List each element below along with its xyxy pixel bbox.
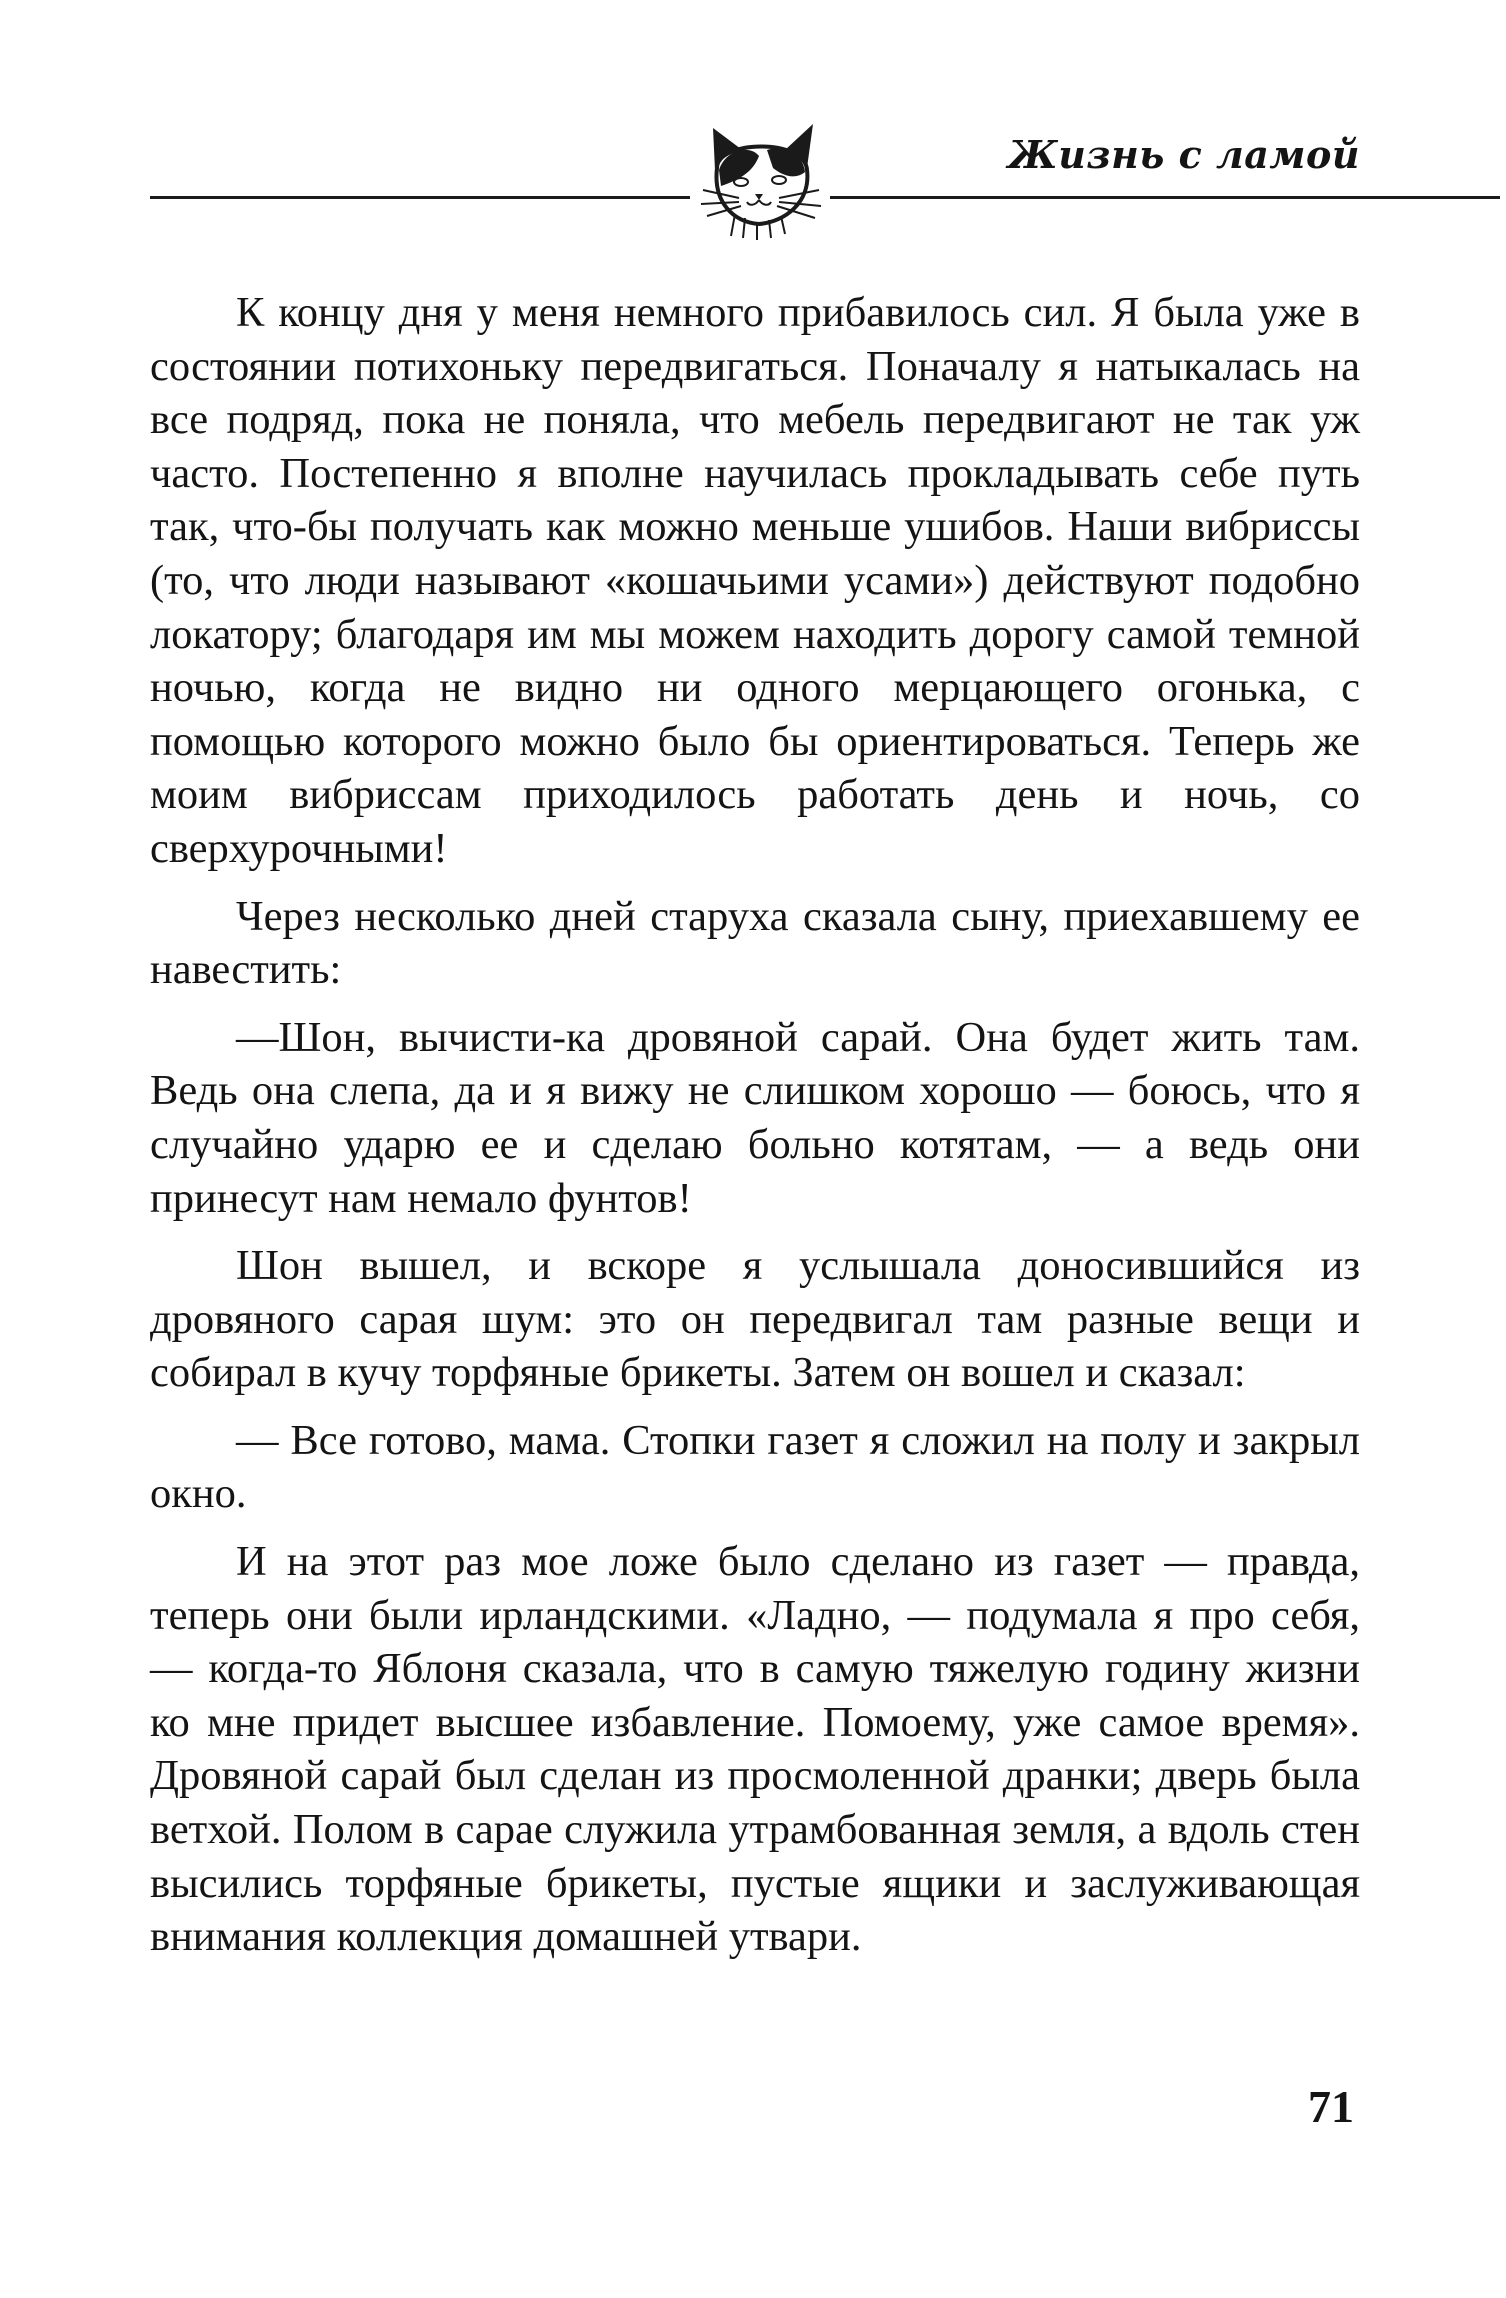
- page-body: [150, 286, 1360, 1978]
- running-title: Жизнь с ламой: [1007, 132, 1360, 177]
- paragraph-5: — Все готово, мама. Стопки газет я сложил на полу и закрыл окно.: [150, 1416, 1360, 1518]
- page-number: 71: [1308, 2081, 1354, 2132]
- header-rule-right: [830, 196, 1500, 199]
- paragraph-4: Шон вышел, и вскоре я услышала доносившийся из дровяного сарая шум: это он передвигал там разные вещи и собирал в кучу торфяные брикеты. Затем он вошел и сказал:: [150, 1242, 1360, 1397]
- header-rule-left: [150, 196, 690, 199]
- paragraph-3: —Шон, вычисти-ка дровяной сарай. Она будет жить там. Ведь она слепа, да и я вижу не слишком хорошо — боюсь, что я случайно ударю ее и сделаю больно котятам, — а ведь они принесут нам немало фунтов!: [150, 1013, 1360, 1222]
- cat-head-icon: [695, 110, 825, 240]
- running-header: [150, 110, 1360, 250]
- paragraph-6: И на этот раз мое ложе было сделано из газет — правда, теперь они были ирландскими. «Ладно, — подумала я про себя, — когда-то Яблоня сказала, что в самую тяжелую годину жизни ко мне придет высшее избавление. Помоему, уже самое время». Дровяной сарай был сделан из просмоленной дранки; дверь была ветхой. Полом в сарае служила утрамбованная земля, а вдоль стен высились торфяные брикеты, пустые ящики и заслуживающая внимания коллекция домашней утвари.: [150, 1538, 1360, 1961]
- paragraph-2: Через несколько дней старуха сказала сыну, приехавшему ее навестить:: [150, 892, 1360, 994]
- paragraph-1: К концу дня у меня немного прибавилось сил. Я была уже в состоянии потихоньку передвигаться. Поначалу я натыкалась на все подряд, пока не поняла, что мебель передвигают не так уж часто. Постепенно я вполне научилась прокладывать себе путь так, что-бы получать как можно меньше ушибов. Наши вибриссы (то, что люди называют «кошачьими усами») действуют подобно локатору; благодаря им мы можем находить дорогу самой темной ночью, когда не видно ни одного мерцающего огонька, с помощью которого можно было бы ориентироваться. Теперь же моим вибриссам приходилось работать день и ночь, со сверхурочными!: [150, 289, 1360, 872]
